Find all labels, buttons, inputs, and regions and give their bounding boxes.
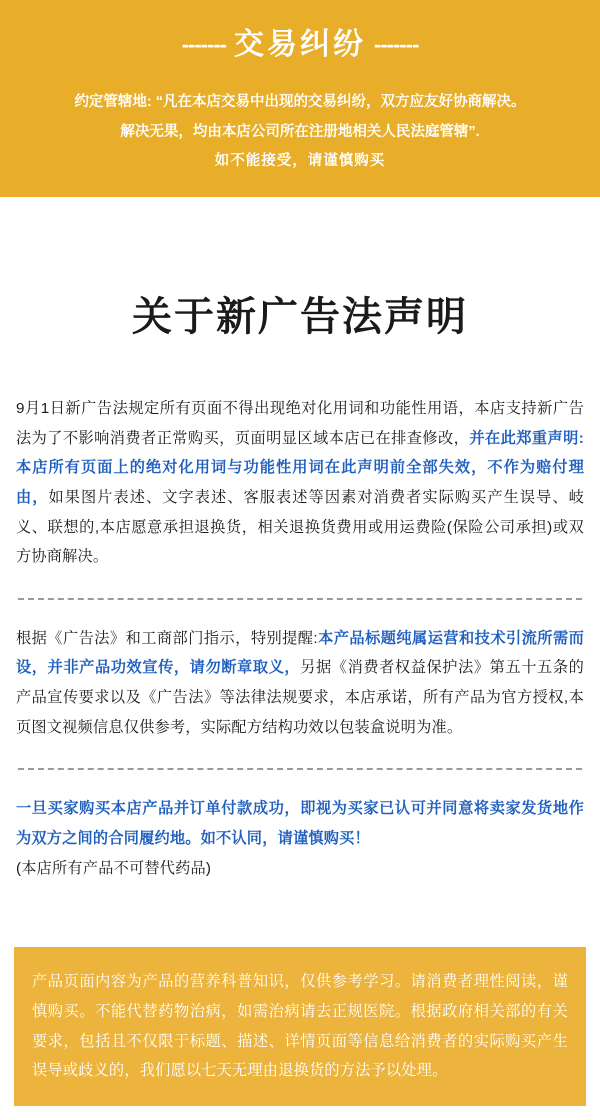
- paragraph2-highlight: 本产品标题纯属运营和技术引流所需而设，并非产品功效宣传，请勿断章取义，: [16, 629, 584, 677]
- dash-right-decoration: -------: [374, 32, 419, 57]
- page-title: 关于新广告法声明: [132, 295, 468, 339]
- paragraph2-part1: 根据《广告法》和工商部门指示，特别提醒:: [16, 629, 318, 647]
- paragraph2-part3: 另据《消费者权益保护法》第五十五条的产品宣传要求以及《广告法》等法律法规要求，本店承诺，所有产品为官方授权,本页图文视频信息仅供参考，实际配方结构功效以包装盒说明为准。: [16, 659, 584, 736]
- divider-2: [18, 768, 582, 770]
- banner-title-row: [26, 30, 574, 60]
- nutrition-disclaimer-box: [14, 947, 586, 1106]
- paragraph1-part1: 9月1日新广告法规定所有页面不得出现绝对化用词和功能性用语，本店支持新广告法为了不影响消费者正常购买，页面明显区域本店已在排查修改，: [16, 400, 584, 447]
- paragraph1-part3: 如果图片表述、文字表述、客服表述等因素对消费者实际购买产生误导、岐义、联想的,本店愿意承担退换货，相关退换货费用或用运费险(保险公司承担)或双方协商解决。: [16, 488, 584, 566]
- bottom-box-text: 产品页面内容为产品的营养科普知识，仅供参考学习。请消费者理性阅读，谨慎购买。不能代替药物治病，如需治病请去正规医院。根据政府相关部的有关要求，包括且不仅限于标题、描述、详情页面等信息给消费者的实际购买产生误导或歧义的，我们愿以七天无理由退换货的方法予以处理。: [32, 973, 568, 1080]
- banner-line-1: 约定管辖地: “凡在本店交易中出现的交易纠纷，双方应友好协商解决。: [74, 94, 526, 110]
- banner-line-2: 解决无果，均由本店公司所在注册地相关人民法庭管辖”.: [120, 123, 480, 140]
- paragraph-contract-location: [16, 794, 584, 883]
- paragraph-title-disclaimer: [16, 624, 584, 743]
- dispute-banner: [0, 0, 600, 197]
- banner-title: 交易纠纷: [234, 28, 366, 61]
- content-area: [0, 394, 600, 883]
- paragraph3-main: 一旦买家购买本店产品并订单付款成功，即视为买家已认可并同意将卖家发货地作为双方之间的合同履约地。如不认同，请谨慎购买！: [16, 800, 584, 848]
- dash-left-decoration: -------: [181, 32, 226, 57]
- banner-line-3: 如不能接受，请谨慎购买: [214, 153, 386, 170]
- divider-1: [18, 598, 582, 600]
- paragraph3-note: (本店所有产品不可替代药品): [16, 859, 212, 877]
- banner-body: [26, 88, 574, 177]
- paragraph-advertising-law: [16, 394, 584, 572]
- paragraph1-statement-highlight: 并在此郑重声明:本店所有页面上的绝对化用词与功能性用词在此声明前全部失效，不作为赔付理由，: [16, 429, 584, 506]
